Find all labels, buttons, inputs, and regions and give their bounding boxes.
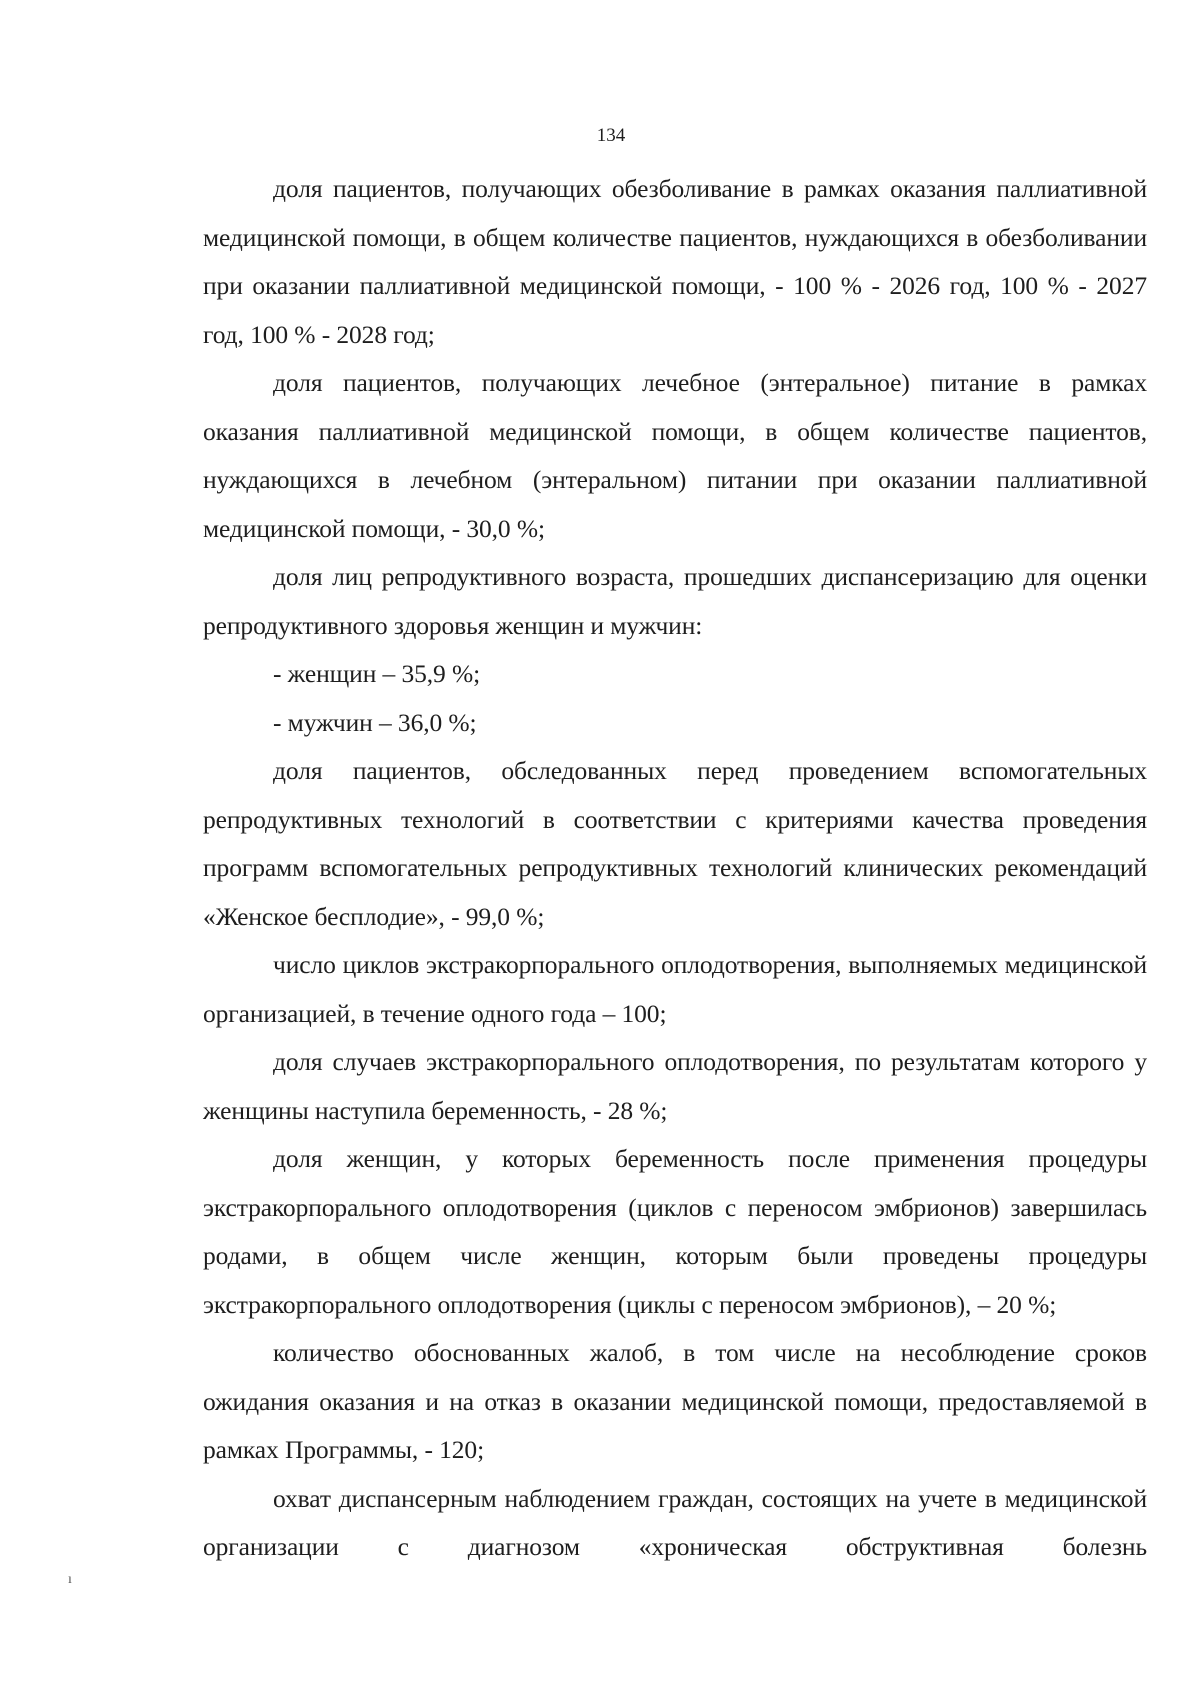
- paragraph-ivf-cycles: число циклов экстракорпорального оплодотворения, выполняемых медицинской организацией, в течение одного года – 100;: [203, 950, 1147, 1028]
- paragraph-reproductive-screening: доля лиц репродуктивного возраста, прошедших диспансеризацию для оценки репродуктивного здоровья женщин и мужчин:: [203, 562, 1147, 640]
- document-body: [203, 165, 1147, 1572]
- list-item-women: - женщин – 35,9 %;: [273, 659, 481, 688]
- scan-speck: ı: [68, 1572, 72, 1587]
- paragraph-dispensary-coverage: охват диспансерным наблюдением граждан, состоящих на учете в медицинской организации с диагнозом «хроническая обструктивная болезнь: [203, 1483, 1147, 1561]
- paragraph-palliative-analgesia: доля пациентов, получающих обезболивание в рамках оказания паллиативной медицинской помощи, в общем количестве пациентов, нуждающихся в обезболивании при оказании паллиативной медицинской помощи, - 100 % - 2026 год, 100 % - 2027 год, 100 % - 2028 год;: [203, 174, 1147, 349]
- paragraph-art-examination: доля пациентов, обследованных перед проведением вспомогательных репродуктивных технологий в соответствии с критериями качества проведения программ вспомогательных репродуктивных технологий клинических рекомендаций «Женское бесплодие», - 99,0 %;: [203, 756, 1147, 931]
- paragraph-ivf-births: доля женщин, у которых беременность после применения процедуры экстракорпорального оплодотворения (циклов с переносом эмбрионов) завершилась родами, в общем числе женщин, которым были проведены процедуры экстракорпорального оплодотворения (циклы с переносом эмбрионов), – 20 %;: [203, 1144, 1147, 1319]
- paragraph-ivf-pregnancy: доля случаев экстракорпорального оплодотворения, по результатам которого у женщины наступила беременность, - 28 %;: [203, 1047, 1147, 1125]
- paragraph-enteral-nutrition: доля пациентов, получающих лечебное (энтеральное) питание в рамках оказания паллиативной медицинской помощи, в общем количестве пациентов, нуждающихся в лечебном (энтеральном) питании при оказании паллиативной медицинской помощи, - 30,0 %;: [203, 368, 1147, 543]
- page-number: 134: [596, 125, 626, 146]
- paragraph-complaints: количество обоснованных жалоб, в том числе на несоблюдение сроков ожидания оказания и на отказ в оказании медицинской помощи, предоставляемой в рамках Программы, - 120;: [203, 1338, 1147, 1464]
- list-item-men: - мужчин – 36,0 %;: [273, 707, 477, 737]
